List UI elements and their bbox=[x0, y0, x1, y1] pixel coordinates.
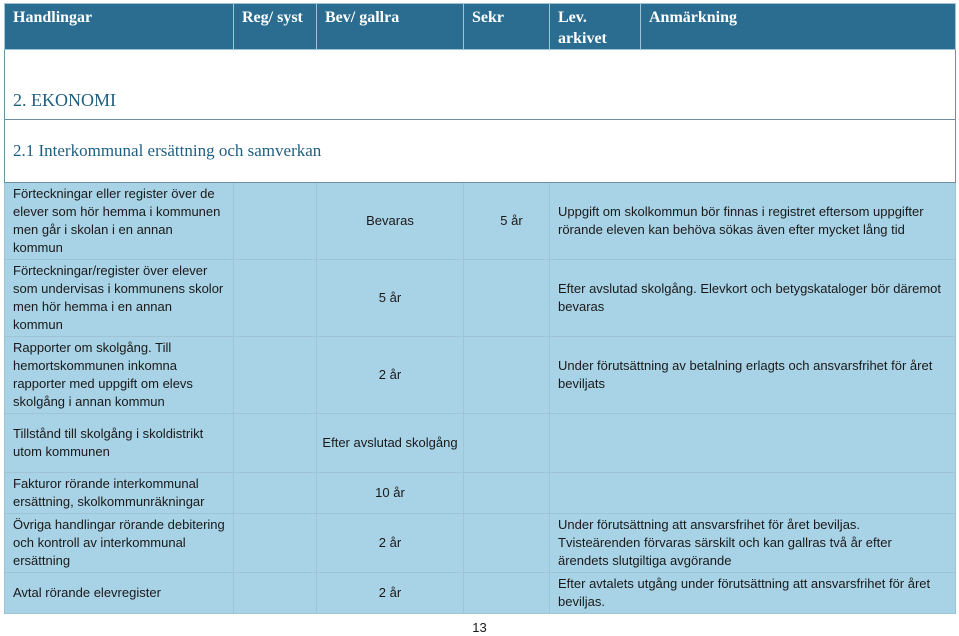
sekr-cell bbox=[464, 514, 550, 573]
reg-cell bbox=[234, 473, 317, 514]
bev-cell: 5 år bbox=[317, 260, 464, 337]
handling-cell: Övriga handlingar rörande debitering och kontroll av interkommunal ersättning bbox=[5, 514, 234, 573]
section-title: 2. EKONOMI bbox=[5, 50, 956, 120]
table-row bbox=[5, 260, 956, 337]
reg-cell bbox=[234, 414, 317, 473]
bev-cell: 2 år bbox=[317, 573, 464, 614]
col-header-lev-arkivet: Lev. arkivet bbox=[550, 4, 641, 50]
page-number: 13 bbox=[472, 620, 487, 635]
handling-cell: Förteckningar eller register över de elever som hör hemma i kommunen men går i skolan i en annan kommun bbox=[5, 183, 234, 260]
sekr-cell bbox=[464, 473, 550, 514]
handling-cell: Tillstånd till skolgång i skoldistrikt utom kommunen bbox=[5, 414, 234, 473]
table-row bbox=[5, 573, 956, 614]
handling-cell: Avtal rörande elevregister bbox=[5, 573, 234, 614]
reg-cell bbox=[234, 573, 317, 614]
anm-cell bbox=[550, 473, 956, 514]
sekr-cell bbox=[464, 183, 550, 260]
anm-cell: Efter avtalets utgång under förutsättning att ansvarsfrihet för året beviljas. bbox=[550, 573, 956, 614]
anm-cell: Efter avslutad skolgång. Elevkort och betygskataloger bör däremot bevaras bbox=[550, 260, 956, 337]
bev-cell: Bevaras bbox=[317, 183, 464, 260]
anm-cell bbox=[550, 414, 956, 473]
section-row bbox=[5, 50, 956, 120]
handling-cell: Rapporter om skolgång. Till hemortskommunen inkomna rapporter med uppgift om elevs skolgång i annan kommun bbox=[5, 337, 234, 414]
col-header-bev-gallra: Bev/ gallra bbox=[317, 4, 464, 50]
sekr-value: 5 år bbox=[500, 213, 523, 228]
reg-cell bbox=[234, 514, 317, 573]
bev-cell: 2 år bbox=[317, 514, 464, 573]
reg-cell bbox=[234, 260, 317, 337]
sekr-cell bbox=[464, 573, 550, 614]
bev-cell: Efter avslutad skolgång bbox=[317, 414, 464, 473]
col-header-anmarkning: Anmärkning bbox=[641, 4, 956, 50]
anm-cell: Under förutsättning att ansvarsfrihet för året beviljas. Tvisteärenden förvaras särskilt och kan gallras två år efter ärendets slutgiltiga avgörande bbox=[550, 514, 956, 573]
sekr-cell bbox=[464, 414, 550, 473]
table-row bbox=[5, 414, 956, 473]
table-row bbox=[5, 337, 956, 414]
bev-cell: 2 år bbox=[317, 337, 464, 414]
col-header-handlingar: Handlingar bbox=[5, 4, 234, 50]
subsection-title: 2.1 Interkommunal ersättning och samverkan bbox=[5, 120, 956, 183]
reg-cell bbox=[234, 183, 317, 260]
handling-cell: Förteckningar/register över elever som undervisas i kommunens skolor men hör hemma i en annan kommun bbox=[5, 260, 234, 337]
anm-cell: Under förutsättning av betalning erlagts och ansvarsfrihet för året beviljats bbox=[550, 337, 956, 414]
table-row bbox=[5, 514, 956, 573]
handling-cell: Fakturor rörande interkommunal ersättning, skolkommunräkningar bbox=[5, 473, 234, 514]
sekr-cell bbox=[464, 260, 550, 337]
table-row bbox=[5, 183, 956, 260]
col-header-reg-syst: Reg/ syst bbox=[234, 4, 317, 50]
table-header-row bbox=[5, 4, 956, 50]
sekr-cell bbox=[464, 337, 550, 414]
anm-cell: Uppgift om skolkommun bör finnas i registret eftersom uppgifter rörande eleven kan behöva sökas även efter mycket lång tid bbox=[550, 183, 956, 260]
reg-cell bbox=[234, 337, 317, 414]
table-row bbox=[5, 473, 956, 514]
col-header-sekr: Sekr bbox=[464, 4, 550, 50]
subsection-row bbox=[5, 120, 956, 183]
bev-cell: 10 år bbox=[317, 473, 464, 514]
retention-table bbox=[4, 3, 956, 614]
